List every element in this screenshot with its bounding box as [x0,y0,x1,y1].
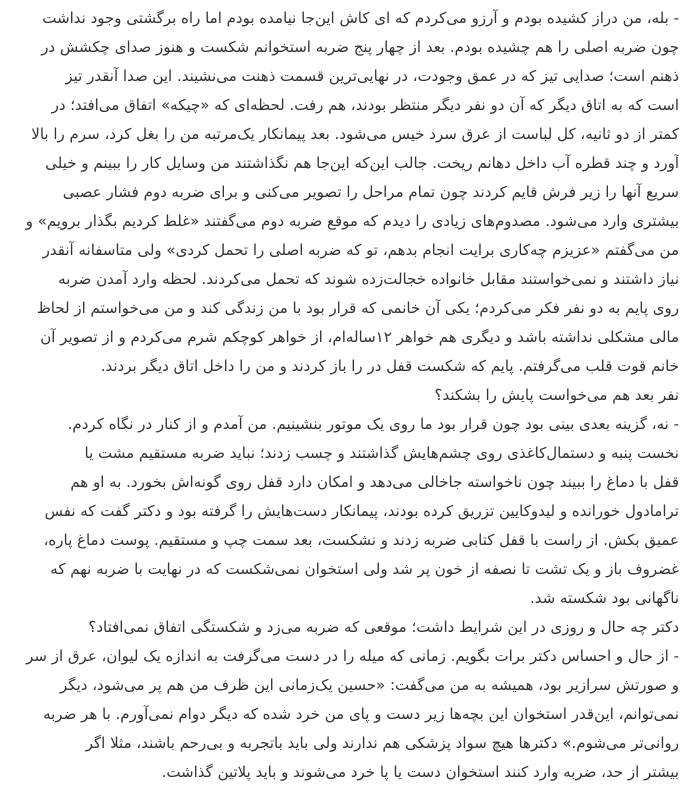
answer-line: ترامادول خورانده و لیدوکایین تزریق کرده بودند، پیمانکار دست‌هایش را گرفته بود و دکتر گفت که نفس [44,502,679,520]
answer-line: روانی‌تر می‌شوم.» دکترها هیچ سواد پزشکی هم ندارند ولی باید باتجربه و بی‌رحم باشند، مثلا اگر [85,734,679,752]
answer-line: من می‌گفتم «عزیزم چه‌کاری برایت انجام بدهم، تو که ضربه اصلی را تحمل کردی» ولی متاسفانه آنقدر [42,241,679,259]
answer-line: - نه، گزینه بعدی بینی بود چون قرار بود ما روی یک موتور بنشینیم. من آمدم و از کنار در نگاه کردم. [67,415,679,433]
article-text [12,4,679,787]
interview-answer [12,4,679,381]
answer-line: نیاز داشتند و نمی‌خواستند مقابل خانواده خجالت‌زده شوند که تحمل می‌کردند. لحظه وارد آمدن ضربه [58,270,679,288]
interview-answer [12,642,679,787]
answer-line: قفل با دماغ را ببیند چون ناخواسته جاخالی می‌دهد و امکان دارد قفل روی گونه‌اش بخورد. به او هم [70,473,679,491]
answer-line: - بله، من دراز کشیده بودم و آرزو می‌کردم که ای کاش این‌جا نیامده بودم اما راه برگشتی وجود نداشت [42,9,679,27]
answer-line: و صورتش سرازیر بود، همیشه به من می‌گفت: «حسین یک‌زمانی این ظرف من هم پر می‌شود، دیگر [60,676,679,694]
answer-line: نمی‌توانم، این‌قدر استخوان این بچه‌ها زیر دست و پای من خرد شده که دیگر دوام نمی‌آورم. با هر ضربه [43,705,679,723]
answer-line: آورد و چند قطره آب داخل دهانم ریخت. جالب این‌که این‌جا هم نگذاشتند من وسایل کار را ببینم و خیلی [45,154,679,172]
answer-line: سریع آنها را زیر فرش قایم کردند چون تمام مراحل را تصویر می‌کنی و برای ضربه دوم فشار عصبی [62,183,679,201]
answer-line: مالی مشکلی نداشته باشد و دیگری هم خواهر ۱۲ساله‌ام، از خواهر کوچکم شرم می‌کردم و از تصویر آن [40,328,679,346]
answer-line: بیشتر از حد، ضربه وارد کنند استخوان دست یا پا خرد می‌شوند و باید پلاتین گذاشت. [161,763,679,781]
question-line: دکتر چه حال و روزی در این شرایط داشت؛ موقعی که ضربه می‌زد و شکستگی اتفاق نمی‌افتاد؟ [88,618,679,636]
question-line: نفر بعد هم می‌خواست پایش را بشکند؟ [434,386,679,404]
answer-line: عمیق بکش. از راست با قفل کتابی ضربه زدند و نشکست، بعد سمت چپ و مستقیم. پوست دماغ پاره، [43,531,679,549]
answer-line: چون ضربه اصلی را هم چشیده بودم. بعد از چهار پنج ضربه استخوانم شکست و هنوز صدای چکشش در [41,38,679,56]
answer-line: کمتر از دو ثانیه، کل لباست از عرق سرد خیس می‌شود. بعد پیمانکار یک‌مرتبه من را بغل کرد، سرم را بالا [31,125,679,143]
interview-question [12,381,679,410]
interview-answer [12,410,679,613]
answer-line: - از حال و احساس دکتر برات بگویم. زمانی که میله را در دست می‌گرفت به اندازه یک لیوان، عرق از سر [26,647,679,665]
answer-line: خانم قوت قلب می‌گرفتم. پایم که شکست قفل در را باز کردند و من را داخل اتاق دیگر بردند. [100,357,679,375]
interview-question [12,613,679,642]
answer-line: نخست پنبه و دستمال‌کاغذی روی چشم‌هایش گذاشتند و چسب زدند؛ نباید ضربه مستقیم مشت یا [84,444,679,462]
answer-line: بیشتری وارد می‌شود. مصدوم‌های زیادی را دیدم که موقع ضربه دوم می‌گفتند «غلط کردیم بگذار برویم» و [25,212,679,230]
answer-line: ذهنم است؛ صدایی تیز که در عمق وجودت، در نهایی‌ترین قسمت ذهنت می‌نشیند. این صدا آنقدر تیز [65,67,679,85]
answer-line: روی پایم به دو نفر فکر می‌کردم؛ یکی آن خانمی که قرار بود با من زندگی کند و من می‌خواستم از لحاظ [36,299,679,317]
answer-line: است که به اتاق دیگر که آن دو نفر دیگر منتظر بودند، هم رفت. لحظه‌ای که «چیکه» اتفاق می‌افتد؛ در [51,96,679,114]
answer-line: ناگهانی بود شکسته شد. [530,589,679,607]
answer-line: غضروف باز و یک تشت تا نصفه از خون پر شد ولی استخوان نمی‌شکست که در نهایت با ضربه نهم که [50,560,679,578]
